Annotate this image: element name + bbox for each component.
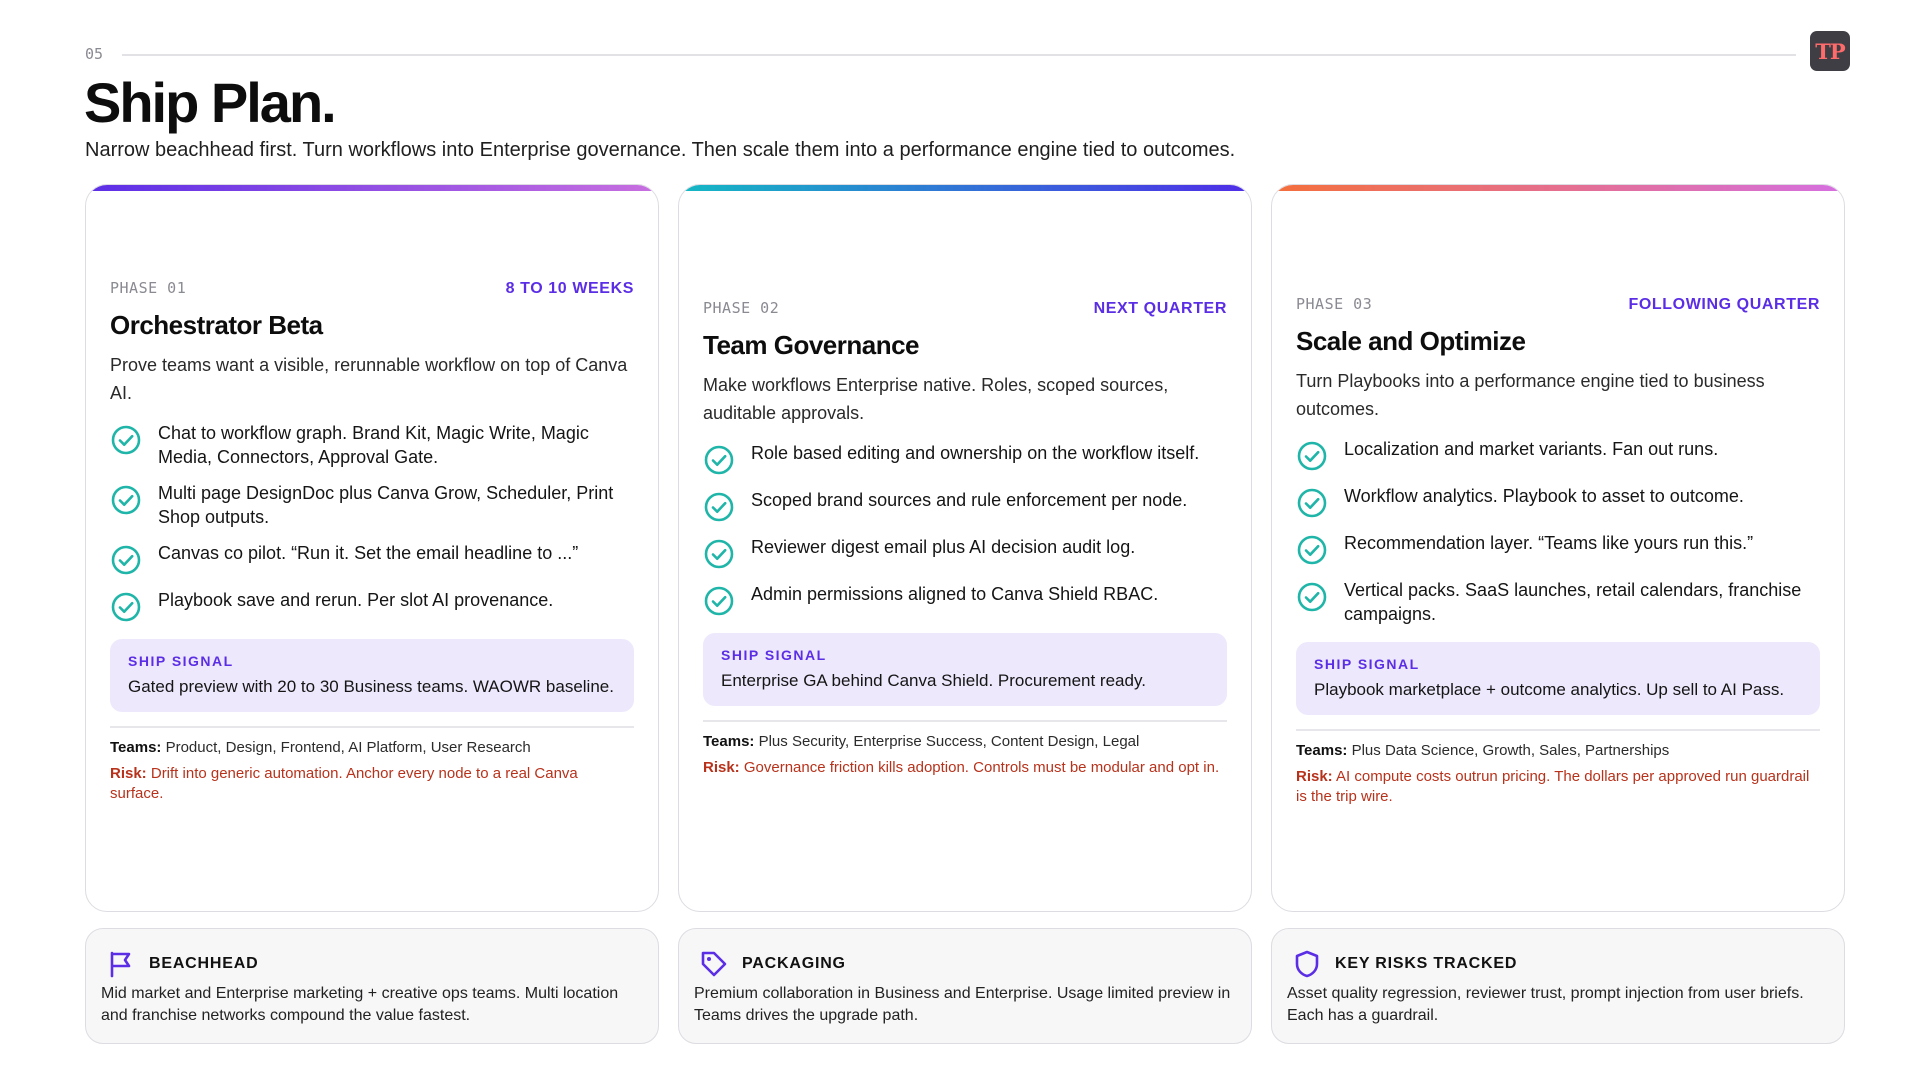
teams-label: Teams:: [703, 733, 755, 750]
check-circle-icon: [703, 585, 735, 617]
list-item: [1296, 531, 1820, 566]
check-circle-icon: [703, 491, 735, 523]
divider: [703, 720, 1227, 722]
divider: [110, 726, 634, 728]
check-circle-icon: [110, 424, 142, 456]
list-item: [1296, 578, 1820, 626]
list-item-text: Role based editing and ownership on the workflow itself.: [751, 443, 1200, 463]
phase-label: PHASE 03: [1296, 295, 1373, 313]
list-item-text: Reviewer digest email plus AI decision audit log.: [751, 537, 1136, 557]
list-item-text: Playbook save and rerun. Per slot AI provenance.: [158, 590, 554, 610]
card-body: [703, 299, 1227, 778]
phase-description: Make workflows Enterprise native. Roles, scoped sources, auditable approvals.: [703, 375, 1169, 423]
tag-icon: [699, 949, 729, 979]
card-body: [110, 279, 634, 804]
deliverables-list: [703, 441, 1227, 617]
logo: TP: [1810, 31, 1850, 71]
list-item: [703, 441, 1227, 476]
teams-line: [110, 738, 634, 758]
list-item-text: Vertical packs. SaaS launches, retail calendars, franchise campaigns.: [1344, 580, 1802, 624]
list-item-text: Recommendation layer. “Teams like yours run this.”: [1344, 533, 1754, 553]
risk-label: Risk:: [1296, 768, 1333, 785]
teams-label: Teams:: [110, 739, 162, 756]
list-item: [1296, 437, 1820, 472]
phase-header: [703, 299, 1227, 318]
check-circle-icon: [1296, 440, 1328, 472]
phase-title: Scale and Optimize: [1296, 326, 1526, 356]
card-accent-bar: [679, 185, 1251, 191]
teams-label: Teams:: [1296, 742, 1348, 759]
list-item-text: Chat to workflow graph. Brand Kit, Magic Write, Magic Media, Connectors, Approval Gate.: [158, 423, 589, 467]
packaging-card: [678, 928, 1252, 1044]
check-circle-icon: [110, 484, 142, 516]
list-item: [703, 582, 1227, 617]
key-risks-text: Asset quality regression, reviewer trust, prompt injection from user briefs. Each has a guardrail.: [1287, 985, 1804, 1024]
check-circle-icon: [1296, 581, 1328, 613]
beachhead-title: BEACHHEAD: [149, 955, 259, 972]
teams-line: [703, 732, 1227, 752]
phase-timing: FOLLOWING QUARTER: [1628, 296, 1820, 313]
phase-description: Turn Playbooks into a performance engine tied to business outcomes.: [1296, 371, 1765, 419]
beachhead-card: [85, 928, 659, 1044]
check-circle-icon: [1296, 534, 1328, 566]
ship-signal-box: [703, 633, 1227, 706]
check-circle-icon: [703, 538, 735, 570]
flag-icon: [106, 949, 136, 979]
ship-signal-box: [110, 639, 634, 712]
deliverables-list: [110, 421, 634, 623]
divider: [1296, 729, 1820, 731]
risk-text: Drift into generic automation. Anchor every node to a real Canva surface.: [110, 765, 578, 802]
list-item-text: Workflow analytics. Playbook to asset to outcome.: [1344, 486, 1744, 506]
risk-text: Governance friction kills adoption. Controls must be modular and opt in.: [743, 759, 1220, 776]
check-circle-icon: [110, 591, 142, 623]
list-item: [110, 588, 634, 623]
card-accent-bar: [86, 185, 658, 191]
slide-number: 05: [85, 45, 104, 63]
check-circle-icon: [703, 444, 735, 476]
page-title: Ship Plan.: [84, 71, 335, 134]
list-item-text: Scoped brand sources and rule enforcement per node.: [751, 490, 1188, 510]
top-bar: [85, 38, 1850, 65]
ship-signal-label: SHIP SIGNAL: [1314, 656, 1420, 672]
list-item: [110, 421, 634, 469]
phase-label: PHASE 02: [703, 299, 780, 317]
phase-timing: 8 TO 10 WEEKS: [505, 280, 634, 297]
phase-card-3: [1271, 184, 1845, 912]
list-item: [110, 481, 634, 529]
list-item: [110, 541, 634, 576]
ship-signal-text: Gated preview with 20 to 30 Business teams. WAOWR baseline.: [128, 677, 614, 696]
list-item: [703, 535, 1227, 570]
teams-line: [1296, 741, 1820, 761]
teams-text: Plus Security, Enterprise Success, Content Design, Legal: [758, 733, 1140, 750]
ship-signal-label: SHIP SIGNAL: [128, 653, 234, 669]
risk-line: [110, 764, 634, 804]
card-accent-bar: [1272, 185, 1844, 191]
list-item-text: Localization and market variants. Fan out runs.: [1344, 439, 1719, 459]
ship-signal-box: [1296, 642, 1820, 715]
phase-card-2: [678, 184, 1252, 912]
card-body: [1296, 295, 1820, 807]
ship-signal-text: Enterprise GA behind Canva Shield. Procurement ready.: [721, 671, 1146, 690]
phase-header: [110, 279, 634, 298]
teams-text: Product, Design, Frontend, AI Platform, User Research: [165, 739, 531, 756]
teams-text: Plus Data Science, Growth, Sales, Partnerships: [1351, 742, 1670, 759]
list-item-text: Canvas co pilot. “Run it. Set the email headline to ...”: [158, 543, 579, 563]
list-item-text: Multi page DesignDoc plus Canva Grow, Scheduler, Print Shop outputs.: [158, 483, 614, 527]
key-risks-card: [1271, 928, 1845, 1044]
phase-description: Prove teams want a visible, rerunnable workflow on top of Canva AI.: [110, 355, 628, 403]
shield-icon: [1292, 949, 1322, 979]
ship-signal-text: Playbook marketplace + outcome analytics. Up sell to AI Pass.: [1314, 680, 1785, 699]
risk-text: AI compute costs outrun pricing. The dollars per approved run guardrail is the trip wire.: [1296, 768, 1810, 805]
risk-line: [1296, 767, 1820, 807]
page-subtitle: Narrow beachhead first. Turn workflows into Enterprise governance. Then scale them into a performance engine tied to outcomes.: [85, 139, 1236, 161]
check-circle-icon: [1296, 487, 1328, 519]
risk-label: Risk:: [703, 759, 740, 776]
phase-header: [1296, 295, 1820, 314]
phase-label: PHASE 01: [110, 279, 187, 297]
beachhead-text: Mid market and Enterprise marketing + creative ops teams. Multi location and franchise networks compound the value fastest.: [101, 985, 619, 1024]
packaging-title: PACKAGING: [742, 955, 846, 972]
list-item: [703, 488, 1227, 523]
deliverables-list: [1296, 437, 1820, 626]
ship-signal-label: SHIP SIGNAL: [721, 647, 827, 663]
top-divider: [122, 54, 1796, 56]
phase-card-1: [85, 184, 659, 912]
check-circle-icon: [110, 544, 142, 576]
list-item-text: Admin permissions aligned to Canva Shield RBAC.: [751, 584, 1159, 604]
risk-label: Risk:: [110, 765, 147, 782]
list-item: [1296, 484, 1820, 519]
phase-timing: NEXT QUARTER: [1093, 300, 1227, 317]
key-risks-title: KEY RISKS TRACKED: [1335, 955, 1518, 972]
phase-title: Team Governance: [703, 330, 920, 360]
packaging-text: Premium collaboration in Business and Enterprise. Usage limited preview in Teams drives the upgrade path.: [694, 985, 1231, 1024]
phase-title: Orchestrator Beta: [110, 310, 323, 340]
risk-line: [703, 758, 1227, 778]
